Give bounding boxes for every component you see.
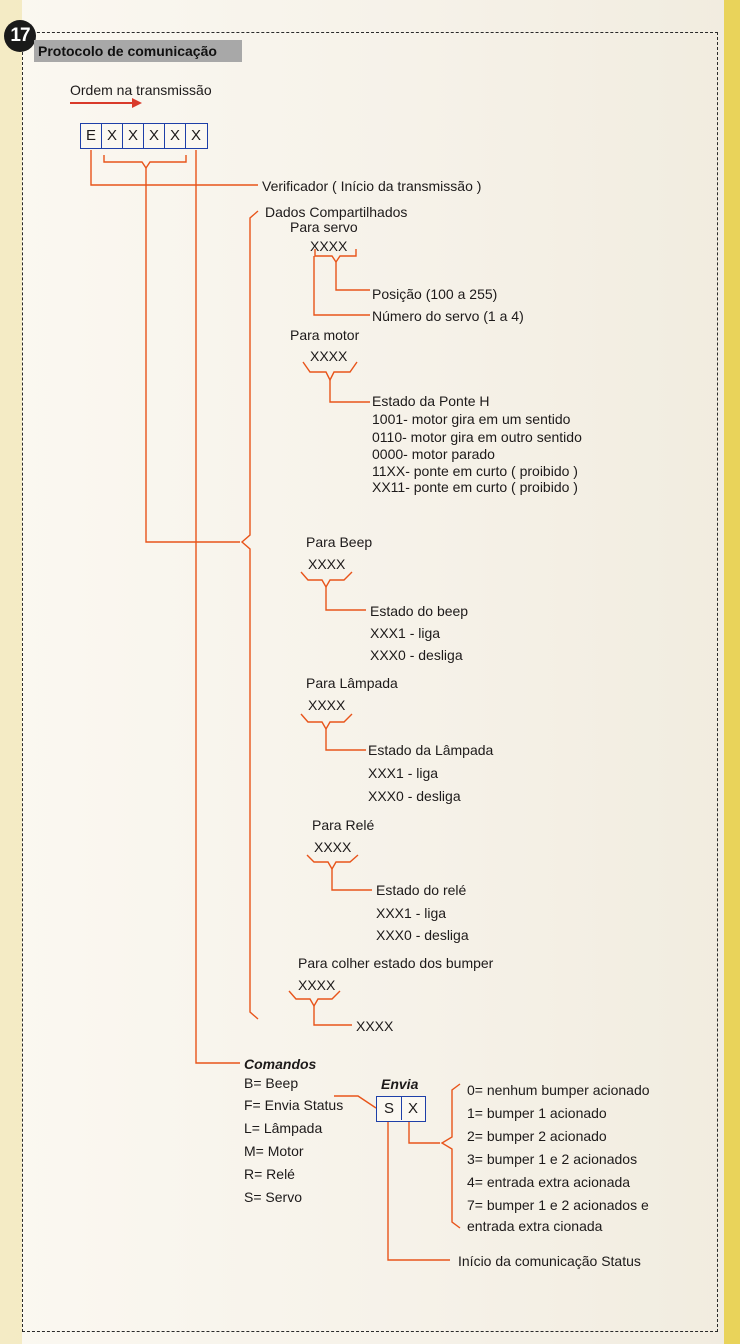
relay-code: XXXX — [314, 839, 352, 855]
motor-state-line: 0110- motor gira em outro sentido — [372, 429, 582, 445]
servo-position-label: Posição (100 a 255) — [372, 286, 498, 302]
command-item: L= Lâmpada — [244, 1120, 323, 1136]
beep-on-line: XXX1 - liga — [370, 625, 441, 641]
servo-title: Para servo — [290, 219, 358, 235]
shared-data-brace — [104, 155, 186, 168]
beep-state-connector — [326, 587, 366, 610]
relay-brace — [307, 855, 358, 869]
lamp-code: XXXX — [308, 697, 346, 713]
shared-data-label: Dados Compartilhados — [265, 204, 408, 220]
servo-code: XXXX — [310, 238, 348, 254]
motor-state-line: 0000- motor parado — [372, 446, 495, 462]
figure-number-badge: 17 — [4, 20, 36, 52]
command-item: M= Motor — [244, 1143, 304, 1159]
command-item: R= Relé — [244, 1166, 295, 1182]
command-item: F= Envia Status — [244, 1097, 344, 1113]
verifier-connector — [91, 150, 258, 185]
servo-position-connector — [336, 262, 370, 290]
figure-title: Protocolo de comunicação — [34, 40, 242, 62]
frame-cell-verifier: E — [81, 124, 102, 148]
beep-brace — [301, 572, 352, 587]
relay-state-connector — [332, 869, 372, 890]
status-value-connector — [409, 1122, 440, 1143]
servo-number-label: Número do servo (1 a 4) — [372, 308, 524, 324]
status-value-line: 1= bumper 1 acionado — [467, 1105, 607, 1121]
beep-title: Para Beep — [306, 534, 373, 550]
motor-state-line: XX11- ponte em curto ( proibido ) — [372, 479, 578, 495]
relay-state-label: Estado do relé — [376, 882, 467, 898]
status-start-label: Início da comunicação Status — [458, 1253, 641, 1269]
lamp-title: Para Lâmpada — [306, 675, 398, 691]
lamp-off-line: XXX0 - desliga — [368, 788, 461, 804]
relay-on-line: XXX1 - liga — [376, 905, 447, 921]
bumper-result-connector — [314, 1006, 352, 1025]
status-values-bracket — [442, 1084, 460, 1228]
command-item: B= Beep — [244, 1075, 299, 1091]
verifier-label: Verificador ( Início da transmissão ) — [262, 178, 482, 194]
lamp-state-label: Estado da Lâmpada — [368, 742, 494, 758]
relay-off-line: XXX0 - desliga — [376, 927, 469, 943]
send-cell-value: X — [407, 1100, 418, 1117]
beep-state-label: Estado do beep — [370, 603, 469, 619]
motor-state-connector — [330, 380, 370, 402]
status-value-line: 7= bumper 1 e 2 acionados e — [467, 1197, 649, 1213]
beep-off-line: XXX0 - desliga — [370, 647, 463, 663]
send-title: Envia — [381, 1076, 419, 1092]
commands-title: Comandos — [244, 1056, 317, 1072]
shared-data-bracket — [242, 211, 258, 1019]
bumper-title: Para colher estado dos bumper — [298, 955, 494, 971]
motor-state-line: 1001- motor gira em um sentido — [372, 411, 571, 427]
servo-number-connector — [314, 256, 370, 315]
bumper-brace — [289, 991, 340, 1006]
arrow-head-icon — [132, 98, 142, 108]
lamp-on-line: XXX1 - liga — [368, 765, 439, 781]
status-value-line: 0= nenhum bumper acionado — [467, 1082, 650, 1098]
status-value-line: entrada extra cionada — [467, 1218, 603, 1234]
transmission-order-label: Ordem na transmissão — [70, 82, 212, 98]
frame-cell-data: X — [144, 124, 165, 148]
commands-connector — [196, 150, 240, 1063]
bumper-code: XXXX — [298, 977, 336, 993]
motor-title: Para motor — [290, 327, 360, 343]
send-cell-command: S — [377, 1097, 402, 1120]
frame-cell-data: X — [165, 124, 186, 148]
motor-state-label: Estado da Ponte H — [372, 393, 490, 409]
command-item: S= Servo — [244, 1189, 302, 1205]
send-frame-box — [376, 1096, 426, 1122]
status-value-line: 2= bumper 2 acionado — [467, 1128, 607, 1144]
status-value-line: 3= bumper 1 e 2 acionados — [467, 1151, 638, 1167]
lamp-state-connector — [326, 729, 366, 750]
motor-code: XXXX — [310, 348, 348, 364]
shared-data-connector — [146, 168, 240, 542]
frame-cell-data: X — [102, 124, 123, 148]
bumper-result: XXXX — [356, 1018, 394, 1034]
motor-state-line: 11XX- ponte em curto ( proibido ) — [372, 463, 578, 479]
status-value-line: 4= entrada extra acionada — [467, 1174, 631, 1190]
frame-cell-data: X — [123, 124, 144, 148]
relay-title: Para Relé — [312, 817, 375, 833]
frame-cell-command: X — [190, 127, 201, 144]
motor-brace — [303, 362, 357, 380]
beep-code: XXXX — [308, 556, 346, 572]
lamp-brace — [301, 714, 352, 729]
